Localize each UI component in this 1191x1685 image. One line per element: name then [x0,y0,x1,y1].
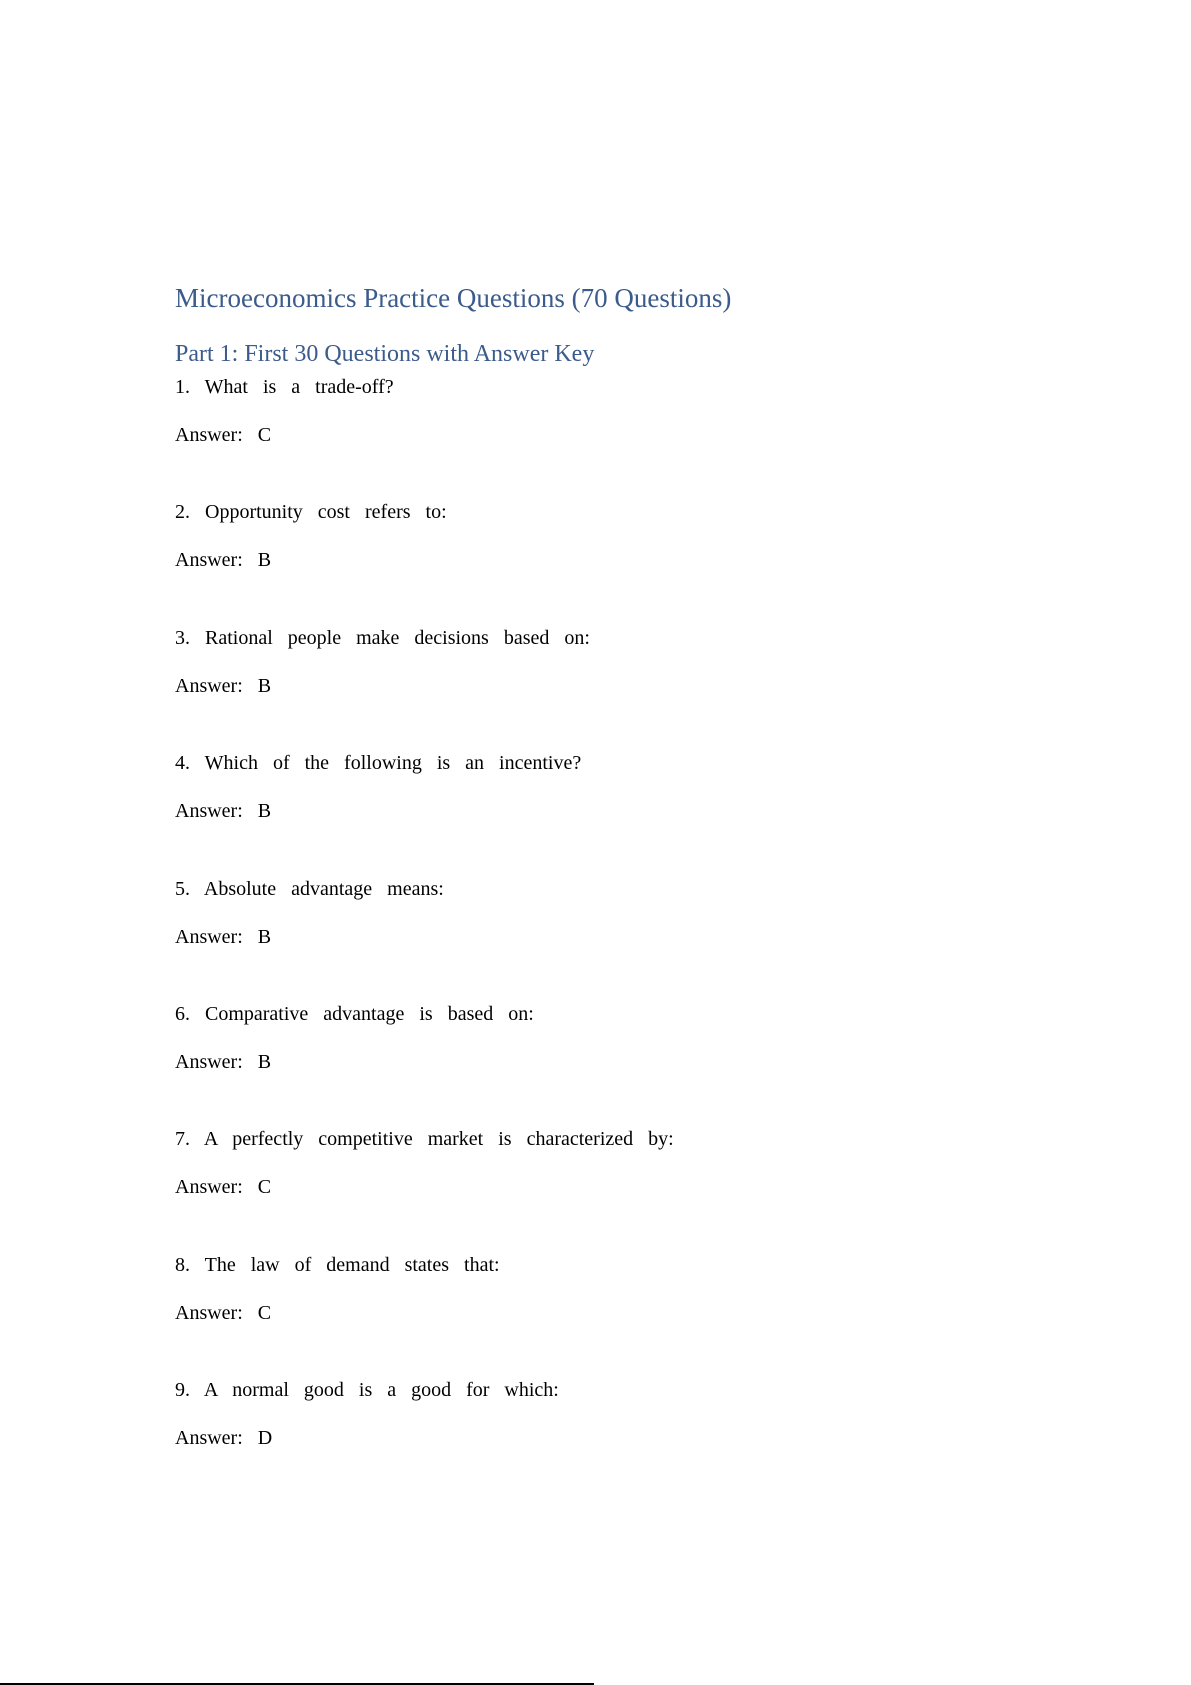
question-item [175,373,1075,498]
question-text: 1. What is a trade-off? [175,376,394,398]
question-item [175,1376,1075,1501]
question-item [175,624,1075,749]
question-item [175,1125,1075,1250]
answer-line [175,421,1075,449]
answer-value: C [257,1301,272,1324]
answer-line [175,797,1075,825]
answer-line [175,1424,1075,1452]
question-item [175,498,1075,623]
section-heading: Part 1: First 30 Questions with Answer Key [175,341,595,367]
answer-label: Answer: [175,1050,243,1073]
answer-value: B [257,674,272,697]
answer-label: Answer: [175,1301,243,1324]
answer-line [175,1173,1075,1201]
question-list [175,373,1075,1502]
answer-line [175,1048,1075,1076]
answer-line [175,546,1075,574]
answer-label: Answer: [175,1427,243,1450]
answer-value: B [257,549,272,572]
answer-line [175,672,1075,700]
answer-label: Answer: [175,800,243,823]
answer-value: C [257,1176,272,1199]
answer-label: Answer: [175,549,243,572]
document-title: Microeconomics Practice Questions (70 Questions) [175,283,732,313]
answer-value: C [257,424,272,446]
question-text: 8. The law of demand states that: [175,1253,500,1276]
answer-value: D [257,1427,273,1450]
question-item [175,749,1075,874]
answer-label: Answer: [175,674,243,697]
question-text: 6. Comparative advantage is based on: [175,1002,534,1025]
question-text: 7. A perfectly competitive market is characterized by: [175,1128,674,1151]
answer-label: Answer: [175,925,243,948]
answer-line [175,923,1075,951]
question-text: 9. A normal good is a good for which: [175,1379,559,1402]
answer-value: B [257,925,272,948]
question-item [175,1000,1075,1125]
question-text: 4. Which of the following is an incentive? [175,752,582,775]
question-text: 2. Opportunity cost refers to: [175,501,447,524]
answer-value: B [257,800,272,823]
answer-value: B [257,1050,272,1073]
question-text: 5. Absolute advantage means: [175,877,444,900]
question-text: 3. Rational people make decisions based on: [175,626,590,649]
question-item [175,1251,1075,1376]
question-item [175,875,1075,1000]
answer-label: Answer: [175,424,243,446]
answer-label: Answer: [175,1176,243,1199]
answer-line [175,1299,1075,1327]
